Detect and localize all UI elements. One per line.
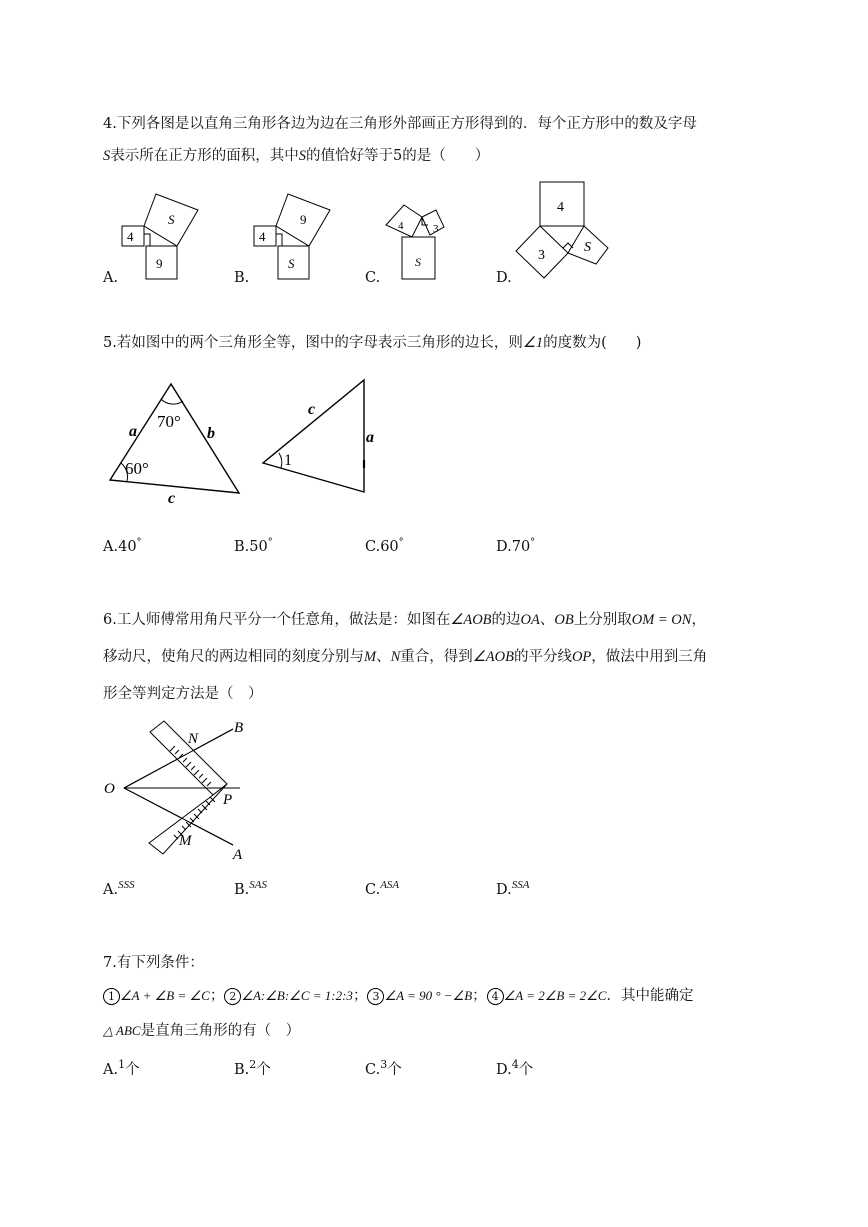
q6-option-b[interactable]: B.$^{SAS}$ <box>234 879 267 898</box>
q4a-label-small: 4 <box>127 229 134 244</box>
q4a-right-angle <box>144 234 150 246</box>
q6-label-a: A <box>233 847 243 863</box>
q5-tri2-arc <box>279 453 282 468</box>
q4c-label-left: 4 <box>398 220 404 232</box>
q4a-label-bottom: 9 <box>156 256 163 271</box>
q7-circled-3: 3 <box>367 988 384 1005</box>
q4-stem-line2: S表示所在正方形的面积，其中S的值恰好等于5的是（ ） <box>103 148 490 164</box>
q6-label-m: M <box>179 833 192 849</box>
q5-tri2-side-c: c <box>308 401 316 418</box>
q6-stem-line3: 形全等判定方法是（ ） <box>103 686 263 702</box>
q7-stem-line3: △ ABC是直角三角形的有（ ） <box>103 1023 301 1039</box>
q4c-square-left <box>386 205 422 237</box>
q6-option-d[interactable]: D.$^{SSA}$ <box>496 879 530 898</box>
q4-five: 5 <box>393 148 403 164</box>
q4-figure-a <box>118 188 208 283</box>
q7-triangle-abc: △ ABC <box>103 1023 141 1038</box>
q4b-label-small: 4 <box>259 229 266 244</box>
q5-tri2-outline <box>263 380 364 492</box>
q7-option-b[interactable]: B.$^2$个 <box>234 1058 271 1078</box>
q4a-label-large: S <box>168 212 175 227</box>
q5-triangle-1 <box>105 378 250 508</box>
q5-option-c[interactable]: C.60° <box>365 537 404 555</box>
q7-option-a[interactable]: A.$^1$个 <box>103 1058 140 1078</box>
q4-figure-c <box>382 203 457 283</box>
q6-stem-line2: 移动尺，使角尺的两边相同的刻度分别与M、N重合，得到∠AOB的平分线OP，做法中用到三角 <box>103 649 708 665</box>
q5-tri1-angle-top: 70° <box>157 412 181 431</box>
q7-conditions: 1 ∠A + ∠B = ∠C； 2 ∠A:∠B:∠C = 1:2:3； 3 ∠A = 90 ° −∠B； 4 ∠A = 2∠B = 2∠C．其中能确定 <box>103 986 693 1006</box>
q6-label-n: N <box>188 731 199 747</box>
q4b-label-large: 9 <box>300 212 307 227</box>
q5-angle-1: ∠1 <box>522 335 544 351</box>
q4-figure-b <box>250 188 340 283</box>
q7-option-c[interactable]: C.$^3$个 <box>365 1058 402 1078</box>
q5-tri1-angle-left: 60° <box>125 459 149 478</box>
q5-tri1-arc-top <box>161 399 183 404</box>
q6-option-c[interactable]: C.$^{ASA}$ <box>365 879 400 898</box>
q4-figure-d <box>512 180 612 282</box>
q4d-label-top: 4 <box>557 200 564 215</box>
q7-circled-2: 2 <box>224 988 241 1005</box>
q6-label-b: B <box>234 720 244 736</box>
q4-option-b[interactable]: B. <box>234 270 250 286</box>
q4-stem-line1 <box>103 114 697 134</box>
q6-option-a[interactable]: A.$^{SSS}$ <box>103 879 135 898</box>
q5-tri1-side-a: a <box>129 423 137 440</box>
q4c-label-right: 3 <box>433 223 439 235</box>
q4b-label-bottom: S <box>288 256 295 271</box>
q4-var-s: S <box>103 148 111 164</box>
q4-option-a[interactable]: A. <box>103 270 119 286</box>
q5-option-d[interactable]: D.70° <box>496 537 536 555</box>
q7-stem: 7.有下列条件： <box>103 955 204 971</box>
q4b-right-angle <box>276 234 282 246</box>
q4c-label-bottom: S <box>415 255 421 269</box>
q6-figure <box>100 715 260 865</box>
q6-stem-line1: 6.工人师傅常用角尺平分一个任意角，做法是：如图在∠AOB的边OA、OB上分别取OM = ON， <box>103 612 706 628</box>
q7-circled-1: 1 <box>103 988 120 1005</box>
q4-var-s: S <box>298 148 306 164</box>
q5-tri1-side-b: b <box>207 425 215 442</box>
q7-circled-4: 4 <box>487 988 504 1005</box>
q5-triangle-2 <box>258 372 383 497</box>
q5-tri1-side-c: c <box>168 490 176 507</box>
q6-label-o: O <box>104 781 115 797</box>
q4-option-c[interactable]: C. <box>365 270 381 286</box>
q5-option-b[interactable]: B.50° <box>234 537 273 555</box>
q4-stem-text: 4.下列各图是以直角三角形各边为边在三角形外部画正方形得到的．每个正方形中的数及字母 <box>103 116 697 132</box>
q4-option-d[interactable]: D. <box>496 270 512 286</box>
q4d-label-left: 3 <box>538 248 545 263</box>
q5-tri2-angle-1: 1 <box>284 452 292 469</box>
q4d-label-right: S <box>584 240 591 255</box>
q5-stem: 5.若如图中的两个三角形全等，图中的字母表示三角形的边长，则∠1的度数为( ) <box>103 335 642 351</box>
q5-tri2-side-a: a <box>366 429 374 446</box>
q7-option-d[interactable]: D.$^4$个 <box>496 1058 534 1078</box>
q5-option-a[interactable]: A.40° <box>103 537 142 555</box>
q6-label-p: P <box>223 792 233 808</box>
